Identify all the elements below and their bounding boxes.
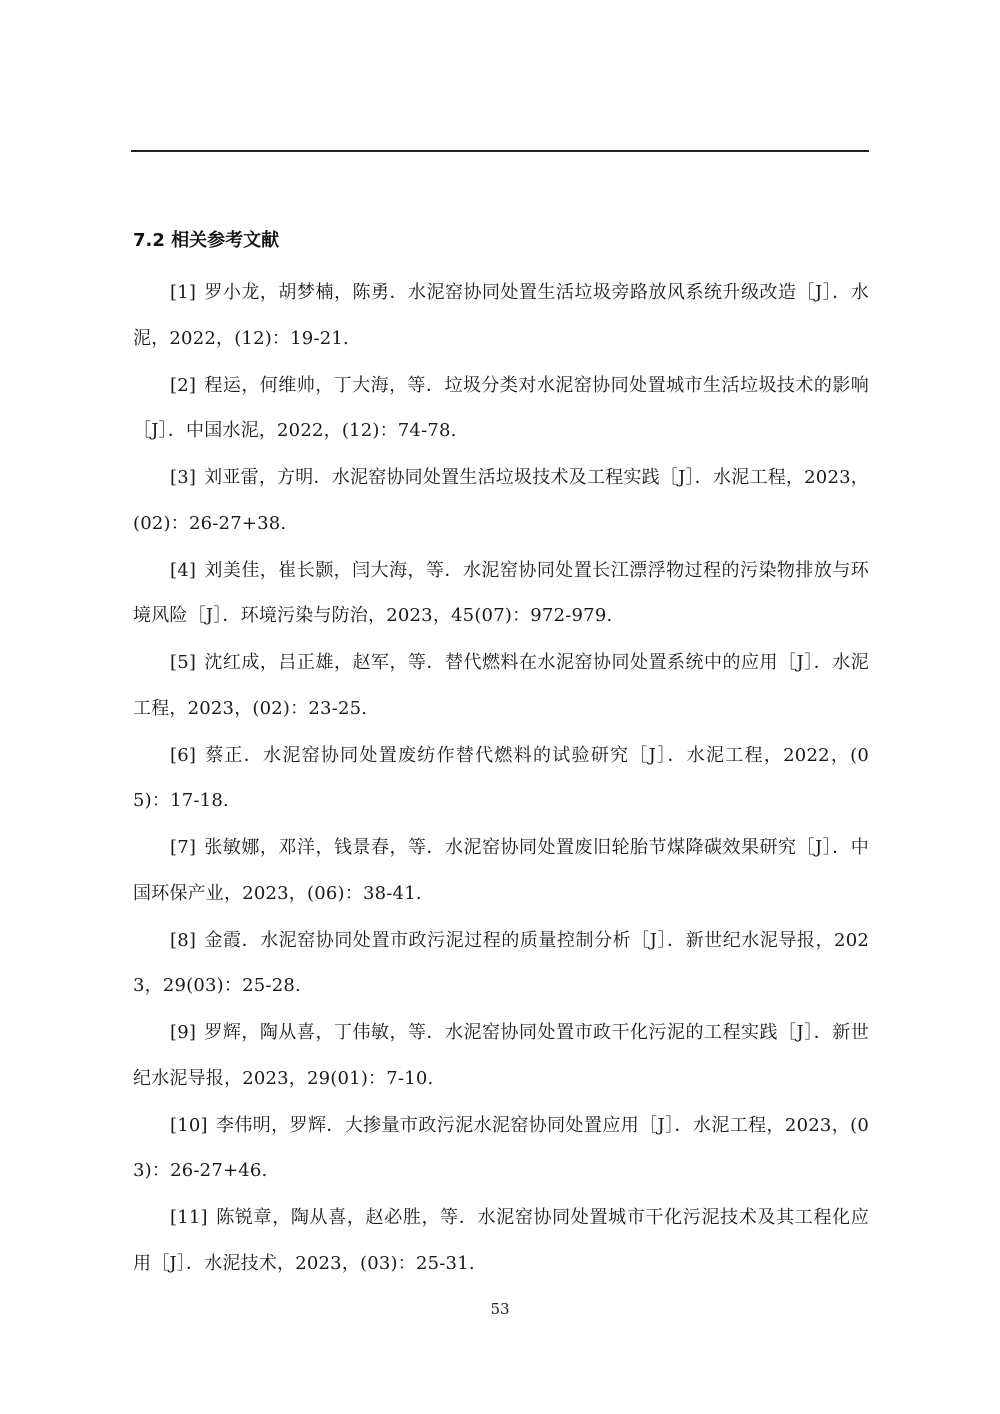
reference-text: 刘美佳，崔长颢，闫大海，等．水泥窑协同处置长江漂浮物过程的污染物排放与环境风险［J］．环境污染与防治，2023，45(07)：972-979. <box>133 559 869 626</box>
reference-number: [3] <box>170 467 197 488</box>
reference-number: [5] <box>170 652 197 673</box>
reference-text: 刘亚雷，方明．水泥窑协同处置生活垃圾技术及工程实践［J］．水泥工程，2023，(02)：26-27+38. <box>133 467 869 534</box>
reference-item <box>133 1010 869 1101</box>
reference-text: 陈锐章，陶从喜，赵必胜，等．水泥窑协同处置城市干化污泥技术及其工程化应用［J］．水泥技术，2023，(03)：25-31. <box>133 1207 869 1274</box>
reference-text: 金霞．水泥窑协同处置市政污泥过程的质量控制分析［J］．新世纪水泥导报，2023，29(03)：25-28. <box>133 929 869 996</box>
reference-text: 李伟明，罗辉．大掺量市政污泥水泥窑协同处置应用［J］．水泥工程，2023，(03)：26-27+46. <box>133 1114 869 1181</box>
section-heading: 7.2 相关参考文献 <box>133 230 280 251</box>
reference-item <box>133 825 869 916</box>
reference-item <box>133 1103 869 1194</box>
reference-list <box>133 270 869 1288</box>
reference-number: [8] <box>170 929 197 951</box>
header-rule <box>131 150 869 152</box>
reference-number: [11] <box>170 1207 208 1228</box>
reference-text: 沈红成，吕正雄，赵军，等．替代燃料在水泥窑协同处置系统中的应用［J］．水泥工程，2023，(02)：23-25. <box>133 652 869 719</box>
reference-item <box>133 918 869 1009</box>
reference-item <box>133 455 869 546</box>
reference-number: [4] <box>170 559 197 581</box>
reference-text: 蔡正．水泥窑协同处置废纺作替代燃料的试验研究［J］．水泥工程，2022，(05)：17-18. <box>133 744 869 811</box>
reference-item <box>133 1195 869 1286</box>
reference-number: [1] <box>170 282 197 303</box>
reference-text: 罗辉，陶从喜，丁伟敏，等．水泥窑协同处置市政干化污泥的工程实践［J］．新世纪水泥导报，2023，29(01)：7-10. <box>133 1022 869 1089</box>
reference-text: 罗小龙，胡梦楠，陈勇．水泥窑协同处置生活垃圾旁路放风系统升级改造［J］．水泥，2022，(12)：19-21. <box>133 282 869 349</box>
reference-number: [6] <box>170 744 197 766</box>
reference-item <box>133 363 869 454</box>
reference-text: 张敏娜，邓洋，钱景春，等．水泥窑协同处置废旧轮胎节煤降碳效果研究［J］．中国环保产业，2023，(06)：38-41. <box>133 837 869 904</box>
reference-item <box>133 270 869 361</box>
reference-number: [7] <box>170 837 197 858</box>
page-number: 53 <box>490 1300 510 1318</box>
reference-item <box>133 733 869 824</box>
reference-number: [2] <box>170 374 197 396</box>
reference-text: 程运，何维帅，丁大海，等．垃圾分类对水泥窑协同处置城市生活垃圾技术的影响［J］．中国水泥，2022，(12)：74-78. <box>133 374 869 441</box>
reference-item <box>133 640 869 731</box>
reference-number: [10] <box>170 1114 208 1136</box>
reference-number: [9] <box>170 1022 197 1043</box>
reference-item <box>133 548 869 639</box>
